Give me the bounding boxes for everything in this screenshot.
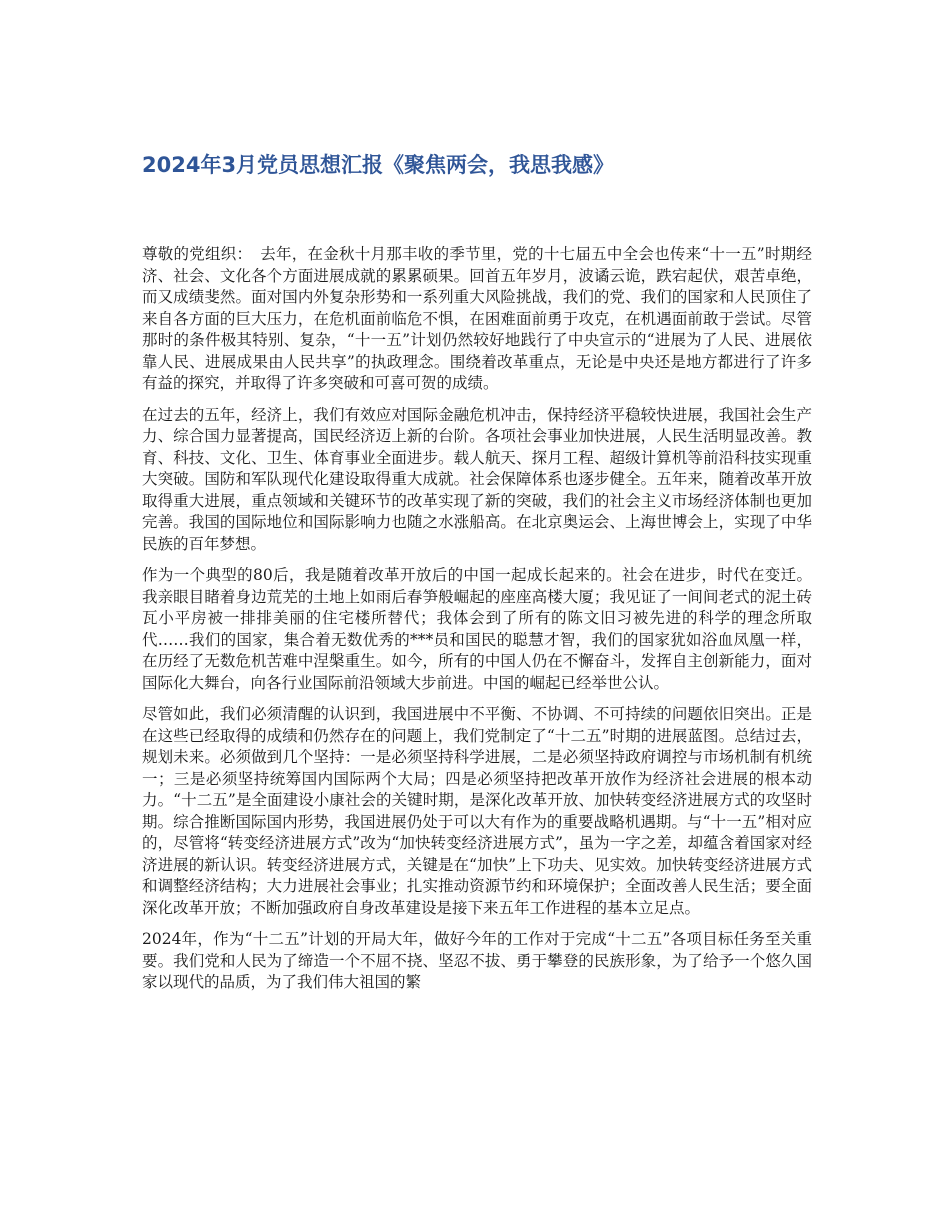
document-title: 2024年3月党员思想汇报《聚焦两会，我思我感》: [142, 153, 615, 177]
paragraph-5: 2024年，作为“十二五”计划的开局大年，做好今年的工作对于完成“十二五”各项目标任务至关重要。我们党和人民为了缔造一个不屈不挠、坚忍不拔、勇于攀登的民族形象，为了给予一个悠久国家以现代的品质，为了我们伟大祖国的繁: [142, 930, 812, 991]
paragraph-4: 尽管如此，我们必须清醒的认识到，我国进展中不平衡、不协调、不可持续的问题依旧突出。正是在这些已经取得的成绩和仍然存在的问题上，我们党制定了“十二五”时期的进展蓝图。总结过去，规划未来。必须做到几个坚持：一是必须坚持科学进展，二是必须坚持政府调控与市场机制有机统一；三是必须坚持统筹国内国际两个大局；四是必须坚持把改革开放作为经济社会进展的根本动力。“十二五”是全面建设小康社会的关键时期，是深化改革开放、加快转变经济进展方式的攻坚时期。综合推断国际国内形势，我国进展仍处于可以大有作为的重要战略机遇期。与“十一五”相对应的，尽管将“转变经济进展方式”改为“加快转变经济进展方式”，虽为一字之差，却蕴含着国家对经济进展的新认识。转变经济进展方式，关键是在“加快”上下功夫、见实效。加快转变经济进展方式和调整经济结构；大力进展社会事业；扎实推动资源节约和环境保护；全面改善人民生活；要全面深化改革开放；不断加强政府自身改革建设是接下来五年工作进程的基本立足点。: [142, 705, 812, 917]
document-body: [142, 244, 812, 1004]
paragraph-1: 尊敬的党组织： 去年，在金秋十月那丰收的季节里，党的十七届五中全会也传来“十一五”时期经济、社会、文化各个方面进展成就的累累硕果。回首五年岁月，波谲云诡，跌宕起伏，艰苦卓绝，而又成绩斐然。面对国内外复杂形势和一系列重大风险挑战，我们的党、我们的国家和人民顶住了来自各方面的巨大压力，在危机面前临危不惧，在困难面前勇于攻克，在机遇面前敢于尝试。尽管那时的条件极其特别、复杂，“十一五”计划仍然较好地践行了中央宣示的“进展为了人民、进展依靠人民、进展成果由人民共享”的执政理念。围绕着改革重点，无论是中央还是地方都进行了许多有益的探究，并取得了许多突破和可喜可贺的成绩。: [142, 245, 812, 392]
paragraph-2: 在过去的五年，经济上，我们有效应对国际金融危机冲击，保持经济平稳较快进展，我国社会生产力、综合国力显著提高，国民经济迈上新的台阶。各项社会事业加快进展，人民生活明显改善。教育、科技、文化、卫生、体育事业全面进步。载人航天、探月工程、超级计算机等前沿科技实现重大突破。国防和军队现代化建设取得重大成就。社会保障体系也逐步健全。五年来，随着改革开放取得重大进展，重点领域和关键环节的改革实现了新的突破，我们的社会主义市场经济体制也更加完善。我国的国际地位和国际影响力也随之水涨船高。在北京奥运会、上海世博会上，实现了中华民族的百年梦想。: [142, 405, 812, 553]
paragraph-3: 作为一个典型的80后，我是随着改革开放后的中国一起成长起来的。社会在进步，时代在变迁。我亲眼目睹着身边荒芜的土地上如雨后春笋般崛起的座座高楼大厦；我见证了一间间老式的泥土砖瓦小平房被一排排美丽的住宅楼所替代；我体会到了所有的陈文旧习被先进的科学的理念所取代……我们的国家，集合着无数优秀的***员和国民的聪慧才智，我们的国家犹如浴血凤凰一样，在历经了无数危机苦难中涅槃重生。如今，所有的中国人仍在不懈奋斗，发挥自主创新能力，面对国际化大舞台，向各行业国际前沿领域大步前进。中国的崛起已经举世公认。: [142, 566, 812, 692]
